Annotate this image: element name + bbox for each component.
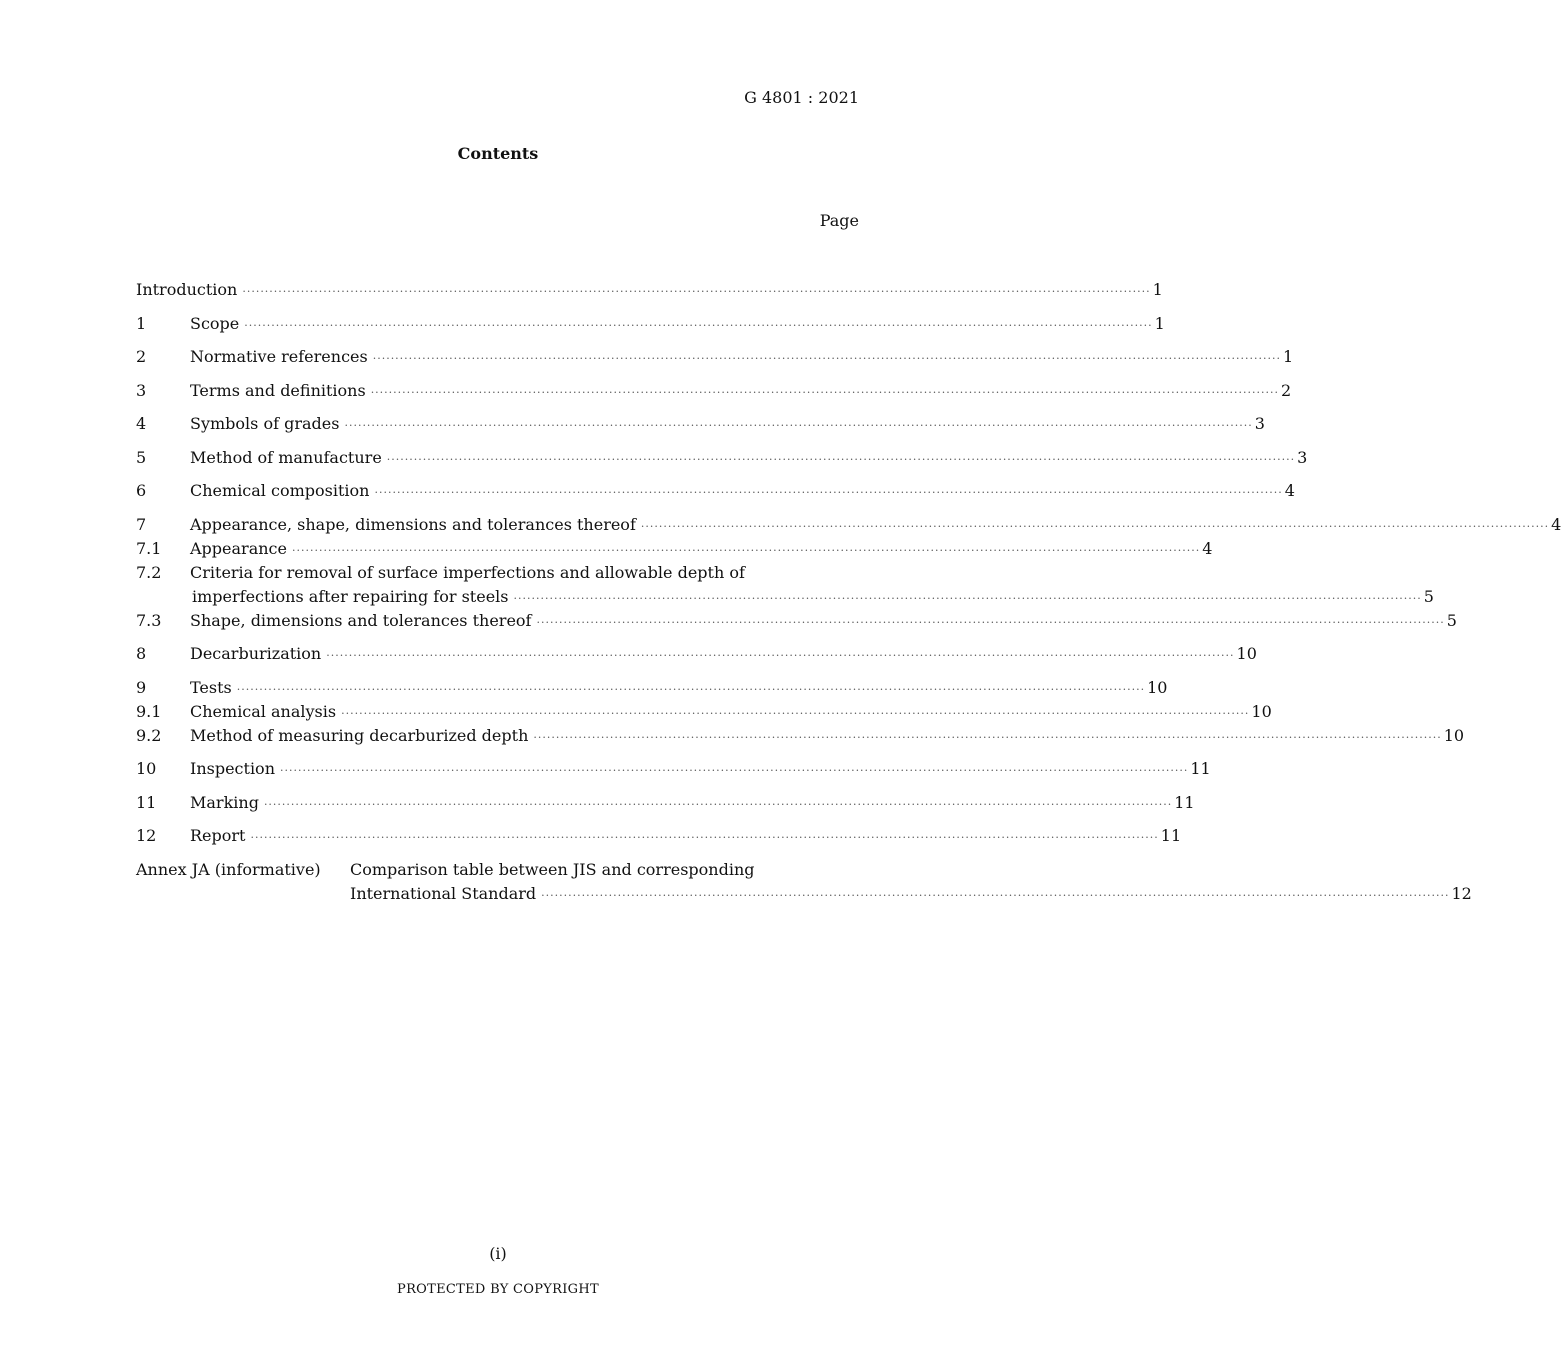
dot-leader xyxy=(536,611,1444,635)
toc-label: Appearance, shape, dimensions and tolerances thereof xyxy=(190,514,636,534)
toc-page-number: 5 xyxy=(1446,610,1457,630)
toc-number: 11 xyxy=(136,792,157,812)
dot-leader xyxy=(371,381,1279,405)
toc-entry-11[interactable] xyxy=(136,791,1195,815)
dot-leader xyxy=(280,759,1188,783)
dot-leader xyxy=(374,481,1282,505)
toc-label: Shape, dimensions and tolerances thereof xyxy=(190,610,532,630)
contents-title: Contents xyxy=(457,144,539,163)
toc-label: Introduction xyxy=(136,280,238,299)
toc-number: 2 xyxy=(136,347,147,366)
dot-leader xyxy=(373,347,1281,371)
toc-entry-9[interactable] xyxy=(136,676,1168,700)
toc-entry-6[interactable] xyxy=(136,479,1295,503)
toc-entry-2[interactable] xyxy=(136,345,1294,369)
toc-label: Method of measuring decarburized depth xyxy=(190,725,529,745)
dot-leader xyxy=(641,515,1549,539)
toc-page-number: 1 xyxy=(1152,280,1163,299)
copyright-notice: PROTECTED BY COPYRIGHT xyxy=(397,1282,599,1297)
dot-leader xyxy=(326,644,1234,668)
toc-entry-5[interactable] xyxy=(136,446,1308,470)
toc-label: Scope xyxy=(190,313,240,333)
table-of-contents xyxy=(136,278,1561,906)
toc-entry-7-3[interactable] xyxy=(136,609,1457,633)
toc-entry-7-1[interactable] xyxy=(136,537,1213,561)
toc-number: 7.1 xyxy=(136,538,162,558)
toc-number: 3 xyxy=(136,380,147,400)
annex-label: Annex JA (informative) xyxy=(136,859,321,879)
dot-leader xyxy=(292,539,1200,563)
toc-number: 7.3 xyxy=(136,610,162,630)
toc-entry-7-2[interactable] xyxy=(136,561,842,585)
dot-leader xyxy=(250,826,1158,850)
toc-entry-7[interactable] xyxy=(136,513,1561,537)
toc-entry-10[interactable] xyxy=(136,757,1211,781)
toc-number: 8 xyxy=(136,644,147,663)
toc-page-number: 1 xyxy=(1154,313,1165,333)
toc-number: 4 xyxy=(136,414,147,433)
toc-page-number: 4 xyxy=(1551,514,1561,534)
dot-leader xyxy=(541,884,1449,908)
toc-label: Marking xyxy=(190,792,259,812)
toc-entry-1[interactable] xyxy=(136,312,1165,336)
toc-number: 1 xyxy=(136,313,147,333)
toc-label-continued: imperfections after repairing for steels xyxy=(192,586,509,606)
toc-page-number: 11 xyxy=(1160,826,1182,845)
toc-label: Inspection xyxy=(190,759,275,778)
toc-label: Method of manufacture xyxy=(190,447,382,467)
toc-page-number: 10 xyxy=(1251,701,1272,721)
toc-page-number: 1 xyxy=(1283,347,1294,366)
toc-label: Appearance xyxy=(190,538,287,558)
toc-label: Chemical composition xyxy=(190,481,370,500)
annex-title-line-2: International Standard xyxy=(350,883,537,903)
dot-leader xyxy=(264,793,1172,817)
dot-leader xyxy=(244,314,1152,338)
toc-page-number: 11 xyxy=(1190,759,1211,778)
toc-entry-9-2[interactable] xyxy=(136,724,1465,748)
toc-page-number: 4 xyxy=(1284,481,1295,500)
toc-page-number: 4 xyxy=(1202,538,1213,558)
toc-label: Tests xyxy=(190,677,232,697)
annex-title-block xyxy=(350,858,1472,906)
toc-number: 7.2 xyxy=(136,562,162,582)
dot-leader xyxy=(533,726,1441,750)
toc-entry-4[interactable] xyxy=(136,412,1265,436)
dot-leader xyxy=(344,414,1252,438)
dot-leader xyxy=(387,448,1295,472)
toc-label: Symbols of grades xyxy=(190,414,340,433)
toc-page-number: 3 xyxy=(1254,414,1265,433)
toc-page-number: 5 xyxy=(1423,586,1434,606)
toc-entry-7-2-continued[interactable] xyxy=(136,585,1434,609)
toc-page-number: 11 xyxy=(1174,792,1195,812)
dot-leader xyxy=(341,702,1249,726)
document-code: G 4801 : 2021 xyxy=(744,88,859,107)
toc-label: Report xyxy=(190,826,246,845)
toc-page-number: 10 xyxy=(1147,677,1168,697)
toc-label: Criteria for removal of surface imperfections and allowable depth of xyxy=(190,562,745,582)
annex-title-line-2-row xyxy=(350,882,1472,906)
toc-label: Normative references xyxy=(190,347,368,366)
toc-number: 9.1 xyxy=(136,701,162,721)
toc-number: 5 xyxy=(136,447,147,467)
toc-number: 10 xyxy=(136,759,157,778)
toc-page-number: 10 xyxy=(1236,644,1257,663)
dot-leader xyxy=(242,280,1150,304)
toc-entry-annex-ja[interactable] xyxy=(136,858,1472,906)
dot-leader xyxy=(513,587,1421,611)
toc-entry-8[interactable] xyxy=(136,642,1257,666)
toc-number: 6 xyxy=(136,481,147,500)
toc-label: Chemical analysis xyxy=(190,701,337,721)
page-column-heading: Page xyxy=(819,211,859,230)
toc-page-number: 12 xyxy=(1451,883,1472,903)
toc-number: 12 xyxy=(136,826,157,845)
toc-label: Decarburization xyxy=(190,644,322,663)
toc-entry-3[interactable] xyxy=(136,379,1292,403)
toc-entry-12[interactable] xyxy=(136,824,1182,848)
toc-page-number: 10 xyxy=(1443,725,1465,745)
toc-number: 7 xyxy=(136,514,147,534)
toc-entry-9-1[interactable] xyxy=(136,700,1272,724)
toc-entry-introduction[interactable] xyxy=(136,278,1163,302)
toc-page-number: 2 xyxy=(1281,380,1292,400)
toc-label: Terms and definitions xyxy=(190,380,366,400)
annex-title-line-1: Comparison table between JIS and corresponding xyxy=(350,859,755,879)
toc-number: 9 xyxy=(136,677,147,697)
toc-page-number: 3 xyxy=(1297,447,1308,467)
page-folio: (i) xyxy=(489,1244,507,1263)
dot-leader xyxy=(237,678,1145,702)
toc-number: 9.2 xyxy=(136,725,162,745)
